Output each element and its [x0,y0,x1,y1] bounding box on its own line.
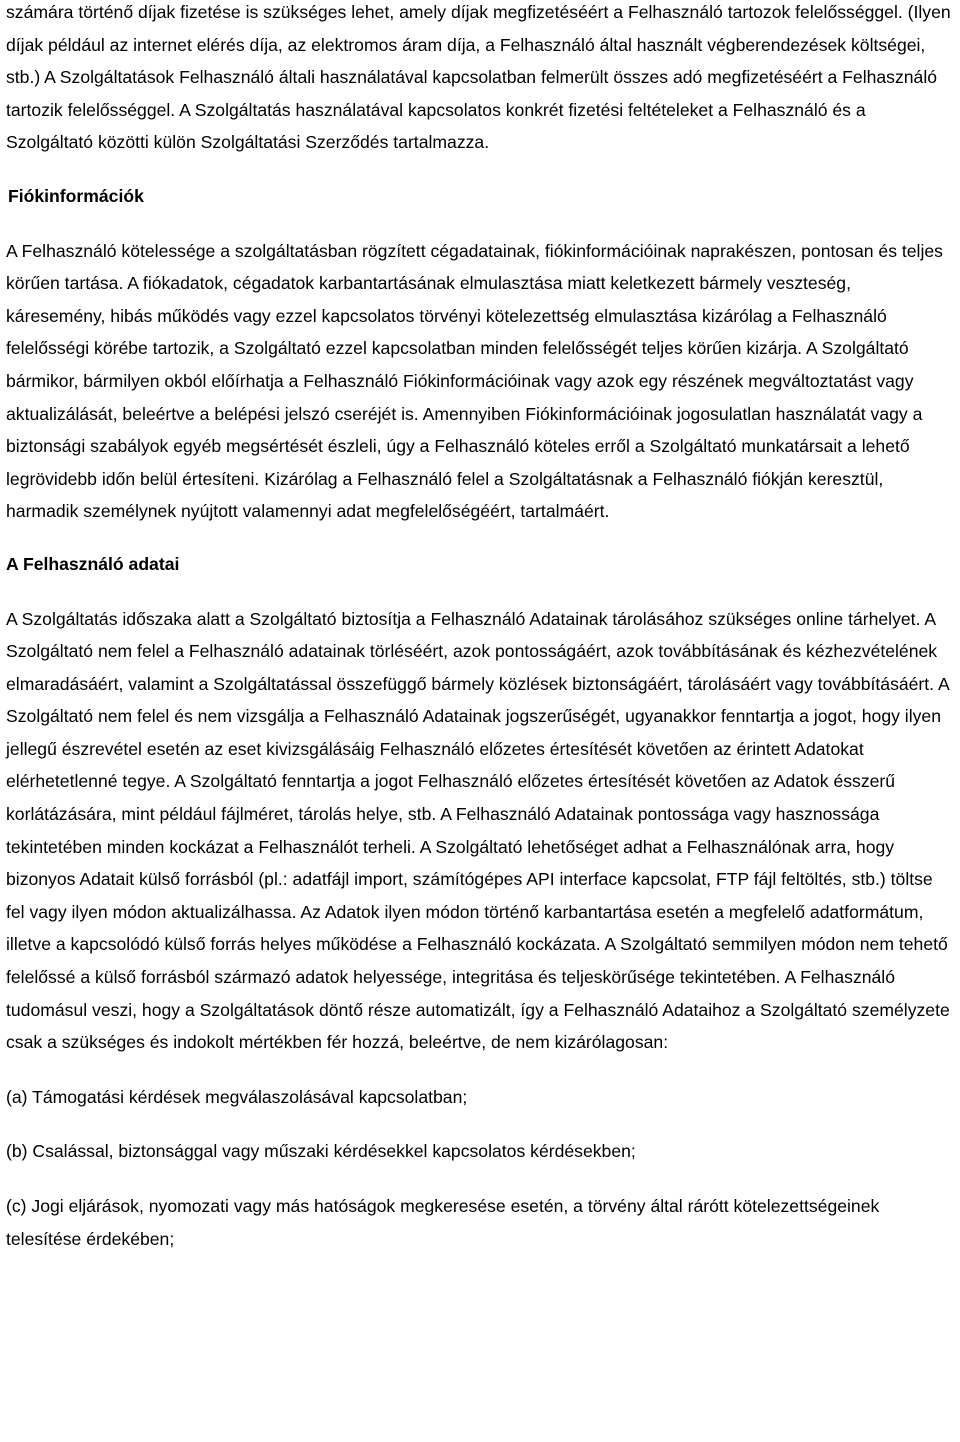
document-page [6,0,954,1255]
paragraph-fees: számára történő díjak fizetése is szükséges lehet, amely díjak megfizetéséért a Felhasználó tartozok felelősséggel. (Ilyen díjak például az internet elérés díja, az elektromos áram díja, a Felhasználó által használt végberendezések költségei, stb.) A Szolgáltatások Felhasználó általi használatával kapcsolatban felmerült összes adó megfizetéséért a Felhasználó tartozik felelősséggel. A Szolgáltatás használatával kapcsolatos konkrét fizetési feltételeket a Felhasználó és a Szolgáltató közötti külön Szolgáltatási Szerződés tartalmazza. [6,2,951,153]
list-item-a: (a) Támogatási kérdések megválaszolásával kapcsolatban; [6,1086,468,1107]
list-item-c: (c) Jogi eljárások, nyomozati vagy más hatóságok megkeresése esetén, a törvény által rárótt kötelezettségeinek telesítése érdekében; [6,1196,880,1249]
heading-account-info: Fiókinformációk [8,185,144,206]
heading-user-data: A Felhasználó adatai [6,553,180,574]
list-item-b: (b) Csalással, biztonsággal vagy műszaki kérdésekkel kapcsolatos kérdésekben; [6,1141,636,1162]
paragraph-account-info: A Felhasználó kötelessége a szolgáltatásban rögzített cégadatainak, fiókinformációinak naprakészen, pontosan és teljes körűen tartása. A fiókadatok, cégadatok karbantartásának elmulasztása miatt keletkezett bármely veszteség, káresemény, hibás működés vagy ezzel kapcsolatos törvényi kötelezettség elmulasztása kizárólag a Felhasználó felelősségi körébe tartozik, a Szolgáltató ezzel kapcsolatban minden felelősségét teljes körűen kizárja. A Szolgáltató bármikor, bármilyen okból előírhatja a Felhasználó Fiókinformációinak vagy azok egy részének megváltoztatást vagy aktualizálását, beleértve a belépési jelszó cseréjét is. Amennyiben Fiókinformációinak jogosulatlan használatát vagy a biztonsági szabályok egyéb megsértését észleli, úgy a Felhasználó köteles erről a Szolgáltató munkatársait a lehető legrövidebb időn belül értesíteni. Kizárólag a Felhasználó felel a Szolgáltatásnak a Felhasználó fiókján keresztül, harmadik személynek nyújtott valamennyi adat megfelelőségéért, tartalmáért. [6,240,943,522]
paragraph-user-data: A Szolgáltatás időszaka alatt a Szolgáltató biztosítja a Felhasználó Adatainak tárolásához szükséges online tárhelyet. A Szolgáltató nem felel a Felhasználó adatainak törléséért, azok pontosságáért, azok továbbításának és kézhezvételének elmaradásáért, valamint a Szolgáltatással összefüggő bármely közlések biztonságáért, tárolásáért vagy továbbításáért. A Szolgáltató nem felel és nem vizsgálja a Felhasználó Adatainak jogszerűségét, ugyanakkor fenntartja a jogot, hogy ilyen jellegű észrevétel esetén az eset kivizsgálásáig Felhasználó előzetes értesítését követően az érintett Adatokat elérhetetlenné tegye. A Szolgáltató fenntartja a jogot Felhasználó előzetes értesítését követően az Adatok ésszerű korlátázására, mint például fájlméret, tárolás helye, stb. A Felhasználó Adatainak pontossága vagy hasznossága tekintetében minden kockázat a Felhasználót terheli. A Szolgáltató lehetőséget adhat a Felhasználónak arra, hogy bizonyos Adatait külső forrásból (pl.: adatfájl import, számítógépes API interface kapcsolat, FTP fájl feltöltés, stb.) töltse fel vagy ilyen módon aktualizálhassa. Az Adatok ilyen módon történő karbantartása esetén a megfelelő adatformátum, illetve a kapcsolódó külső forrás helyes működése a Felhasználó kockázata. A Szolgáltató semmilyen módon nem tehető felelőssé a külső forrásból származó adatok helyessége, integritása és teljeskörűsége tekintetében. A Felhasználó tudomásul veszi, hogy a Szolgáltatások döntő része automatizált, így a Felhasználó Adataihoz a Szolgáltató személyzete csak a szükséges és indokolt mértékben fér hozzá, beleértve, de nem kizárólagosan: [6,608,950,1053]
